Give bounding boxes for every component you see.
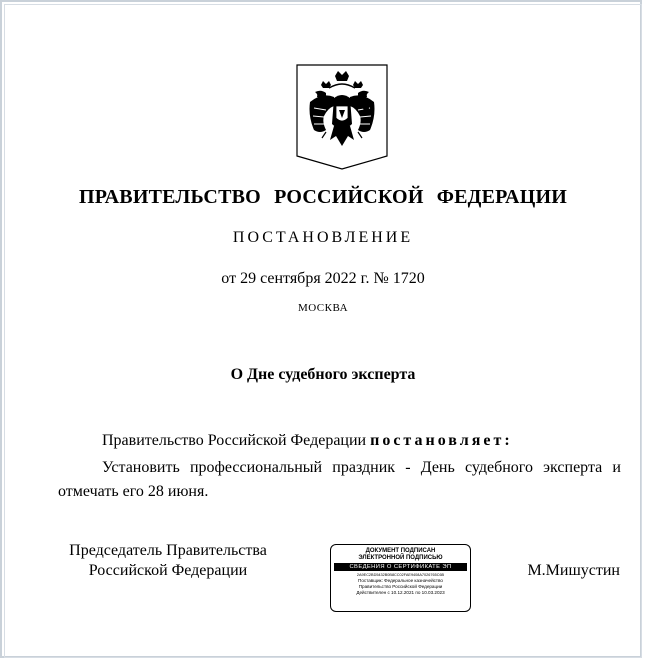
document-type: ПОСТАНОВЛЕНИЕ — [232, 229, 414, 246]
signer-title-line2: Российской Федерации — [88, 562, 248, 579]
signer-name: М.Мишустин — [527, 562, 620, 579]
stamp-supplier: Поставщик: Федеральное казначейство — [358, 578, 443, 583]
paragraph-body: Установить профессиональный праздник - День судебного эксперта и отмечать его 28 июня. — [58, 459, 621, 500]
stamp-certificate-bar: СВЕДЕНИЯ О СЕРТИФИКАТЕ ЭП — [334, 563, 467, 571]
paragraph-resolution — [102, 432, 513, 450]
double-headed-eagle-icon — [296, 64, 388, 170]
electronic-signature-stamp — [330, 544, 471, 612]
document-date-number: от 29 сентября 2022 г. № 1720 — [221, 270, 425, 287]
paragraph-resolution-verb: постановляет: — [370, 432, 513, 449]
signer-title — [58, 541, 278, 581]
paragraph-resolution-text: Правительство Российской Федерации — [102, 432, 371, 449]
document-city: МОСКВА — [297, 302, 349, 314]
stamp-serial: 2A9EC2BD5432B0B8CC02FAE9408A7026765C6B — [356, 573, 445, 577]
stamp-owner: Правительство Российской Федерации — [358, 584, 443, 589]
stamp-validity: Действителен с 10.12.2021 по 10.03.2023 — [356, 590, 445, 595]
signer-title-line1: Председатель Правительства — [69, 542, 267, 559]
page-title: ПРАВИТЕЛЬСТВО РОССИЙСКОЙ ФЕДЕРАЦИИ — [79, 186, 567, 208]
stamp-line2: ЭЛЕКТРОННОЙ ПОДПИСЬЮ — [358, 555, 443, 561]
stamp-line1: ДОКУМЕНТ ПОДПИСАН — [365, 548, 436, 554]
document-heading: О Дне судебного эксперта — [230, 366, 416, 383]
